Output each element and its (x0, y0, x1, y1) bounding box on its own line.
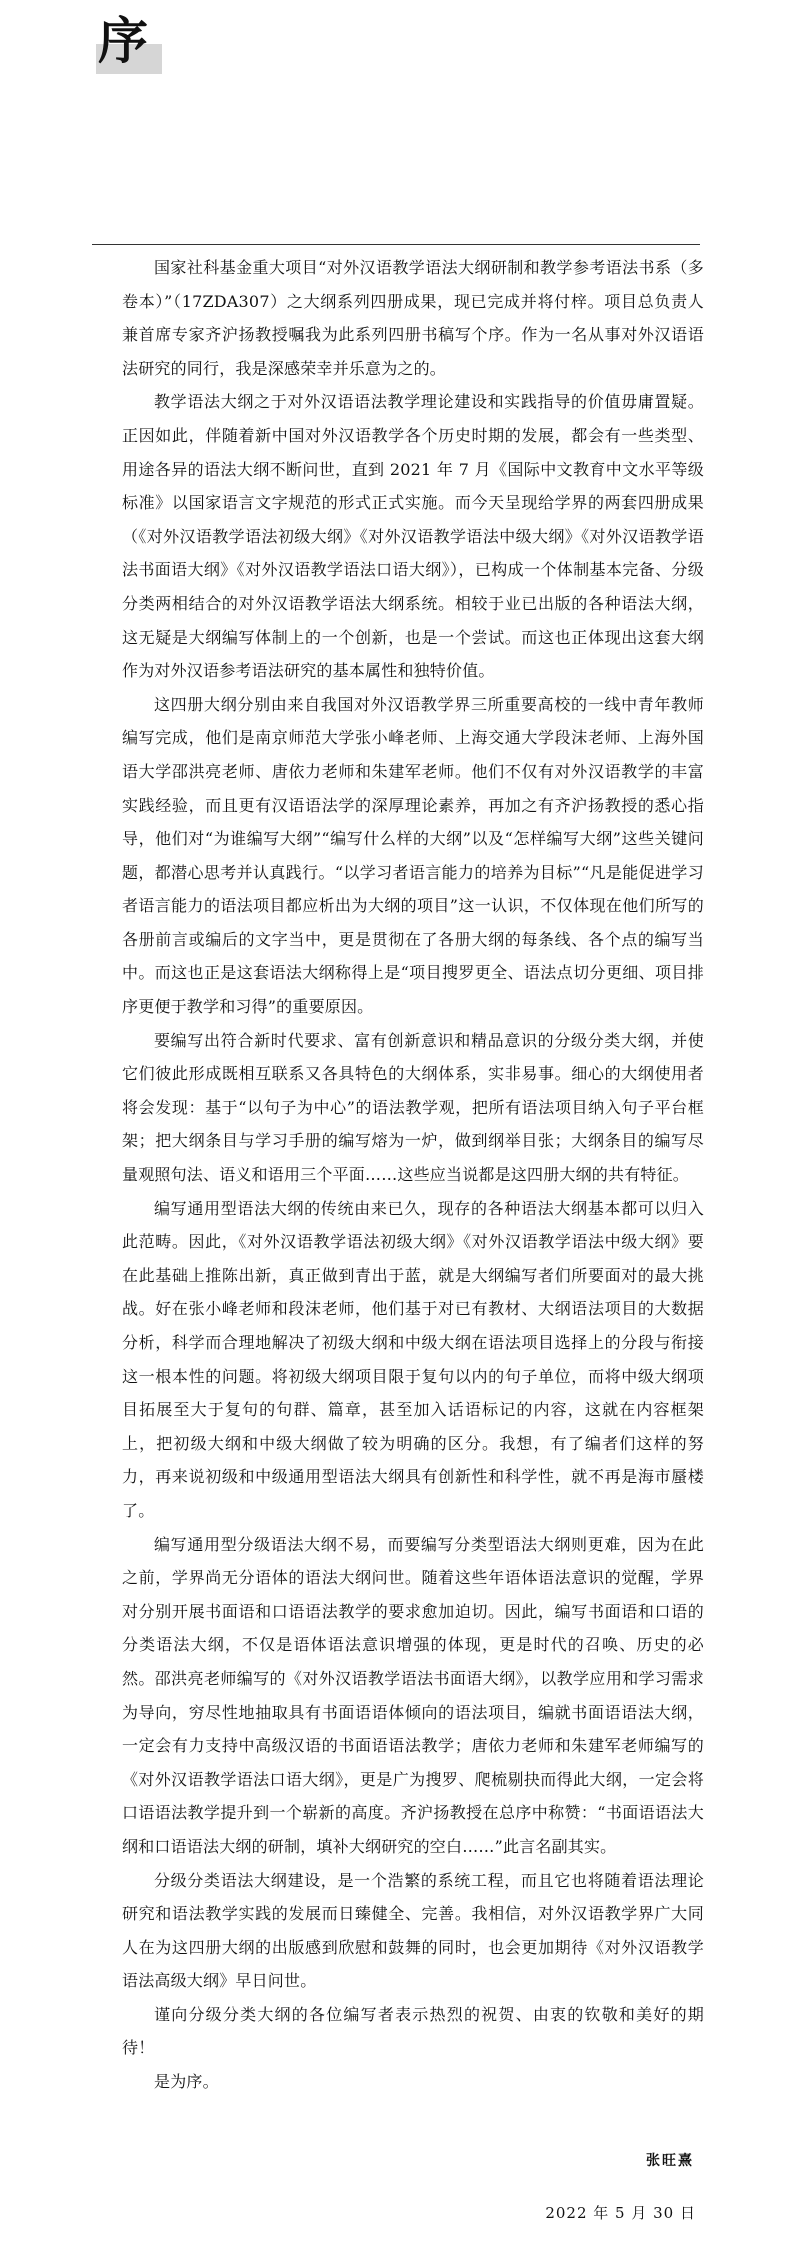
paragraph: 分级分类语法大纲建设，是一个浩繁的系统工程，而且它也将随着语法理论研究和语法教学实践的发展而日臻健全、完善。我相信，对外汉语教学界广大同人在为这四册大纲的出版感到欣慰和鼓舞的同时，也会更加期待《对外汉语教学语法高级大纲》早日问世。 (122, 1870, 704, 1991)
paragraph: 要编写出符合新时代要求、富有创新意识和精品意识的分级分类大纲，并使它们彼此形成既相互联系又各具特色的大纲体系，实非易事。细心的大纲使用者将会发现：基于“以句子为中心”的语法教学观，把所有语法项目纳入句子平台框架；把大纲条目与学习手册的编写熔为一炉，做到纲举目张；大纲条目的编写尽量观照句法、语义和语用三个平面……这些应当说都是这四册大纲的共有特征。 (122, 1030, 704, 1185)
title-divider (92, 244, 700, 245)
paragraph: 编写通用型语法大纲的传统由来已久，现存的各种语法大纲基本都可以归入此范畴。因此，《对外汉语教学语法初级大纲》《对外汉语教学语法中级大纲》要在此基础上推陈出新，真正做到青出于蓝，就是大纲编写者们所要面对的最大挑战。好在张小峰老师和段沫老师，他们基于对已有教材、大纲语法项目的大数据分析，科学而合理地解决了初级大纲和中级大纲在语法项目选择上的分段与衔接这一根本性的问题。将初级大纲项目限于复句以内的句子单位，而将中级大纲项目拓展至大于复句的句群、篇章，甚至加入话语标记的内容，这就在内容框架上，把初级大纲和中级大纲做了较为明确的区分。我想，有了编者们这样的努力，再来说初级和中级通用型语法大纲具有创新性和科学性，就不再是海市蜃楼了。 (122, 1198, 704, 1520)
paragraph: 谨向分级分类大纲的各位编写者表示热烈的祝贺、由衷的钦敬和美好的期待！ (122, 2004, 704, 2058)
paragraph: 国家社科基金重大项目“对外汉语教学语法大纲研制和教学参考语法书系（多卷本）”（17ZDA307）之大纲系列四册成果，现已完成并将付梓。项目总负责人兼首席专家齐沪扬教授嘱我为此系列四册书稿写个序。作为一名从事对外汉语语法研究的同行，我是深感荣幸并乐意为之的。 (122, 258, 704, 378)
chapter-title-block (96, 12, 162, 70)
paragraph: 这四册大纲分别由来自我国对外汉语教学界三所重要高校的一线中青年教师编写完成，他们是南京师范大学张小峰老师、上海交通大学段沫老师、上海外国语大学邵洪亮老师、唐依力老师和朱建军老师。他们不仅有对外汉语教学的丰富实践经验，而且更有汉语语法学的深厚理论素养，再加之有齐沪扬教授的悉心指导，他们对“为谁编写大纲”“编写什么样的大纲”以及“怎样编写大纲”这些关键问题，都潜心思考并认真践行。“以学习者语言能力的培养为目标”“凡是能促进学习者语言能力的语法项目都应析出为大纲的项目”这一认识，不仅体现在他们所写的各册前言或编后的文字当中，更是贯彻在了各册大纲的每条线、各个点的编写当中。而这也正是这套语法大纲称得上是“项目搜罗更全、语法点切分更细、项目排序更便于教学和习得”的重要原因。 (122, 694, 704, 1017)
author-signature: 张旺熹 (646, 2153, 694, 2169)
chapter-title: 序 (98, 12, 148, 70)
paragraph: 教学语法大纲之于对外汉语语法教学理论建设和实践指导的价值毋庸置疑。正因如此，伴随着新中国对外汉语教学各个历史时期的发展，都会有一些类型、用途各异的语法大纲不断问世，直到 2021 年 7 月《国际中文教育中文水平等级标准》以国家语言文字规范的形式正式实施。而今天呈现给学界的两套四册成果（《对外汉语教学语法初级大纲》《对外汉语教学语法中级大纲》《对外汉语教学语法书面语大纲》《对外汉语教学语法口语大纲》），已构成一个体制基本完备、分级分类两相结合的对外汉语教学语法大纲系统。相较于业已出版的各种语法大纲，这无疑是大纲编写体制上的一个创新，也是一个尝试。而这也正体现出这套大纲作为对外汉语参考语法研究的基本属性和独特价值。 (122, 392, 704, 681)
signature-date: 2022 年 5 月 30 日 (545, 2204, 696, 2222)
paragraph: 是为序。 (154, 2072, 219, 2092)
preface-body (122, 251, 704, 2099)
paragraph: 编写通用型分级语法大纲不易，而要编写分类型语法大纲则更难，因为在此之前，学界尚无分语体的语法大纲问世。随着这些年语体语法意识的觉醒，学界对分别开展书面语和口语语法教学的要求愈加迫切。因此，编写书面语和口语的分类语法大纲，不仅是语体语法意识增强的体现，更是时代的召唤、历史的必然。邵洪亮老师编写的《对外汉语教学语法书面语大纲》，以教学应用和学习需求为导向，穷尽性地抽取具有书面语语体倾向的语法项目，编就书面语语法大纲，一定会有力支持中高级汉语的书面语语法教学；唐依力老师和朱建军老师编写的《对外汉语教学语法口语大纲》，更是广为搜罗、爬梳剔抉而得此大纲，一定会将口语语法教学提升到一个崭新的高度。齐沪扬教授在总序中称赞：“书面语语法大纲和口语语法大纲的研制，填补大纲研究的空白……”此言名副其实。 (122, 1534, 704, 1856)
